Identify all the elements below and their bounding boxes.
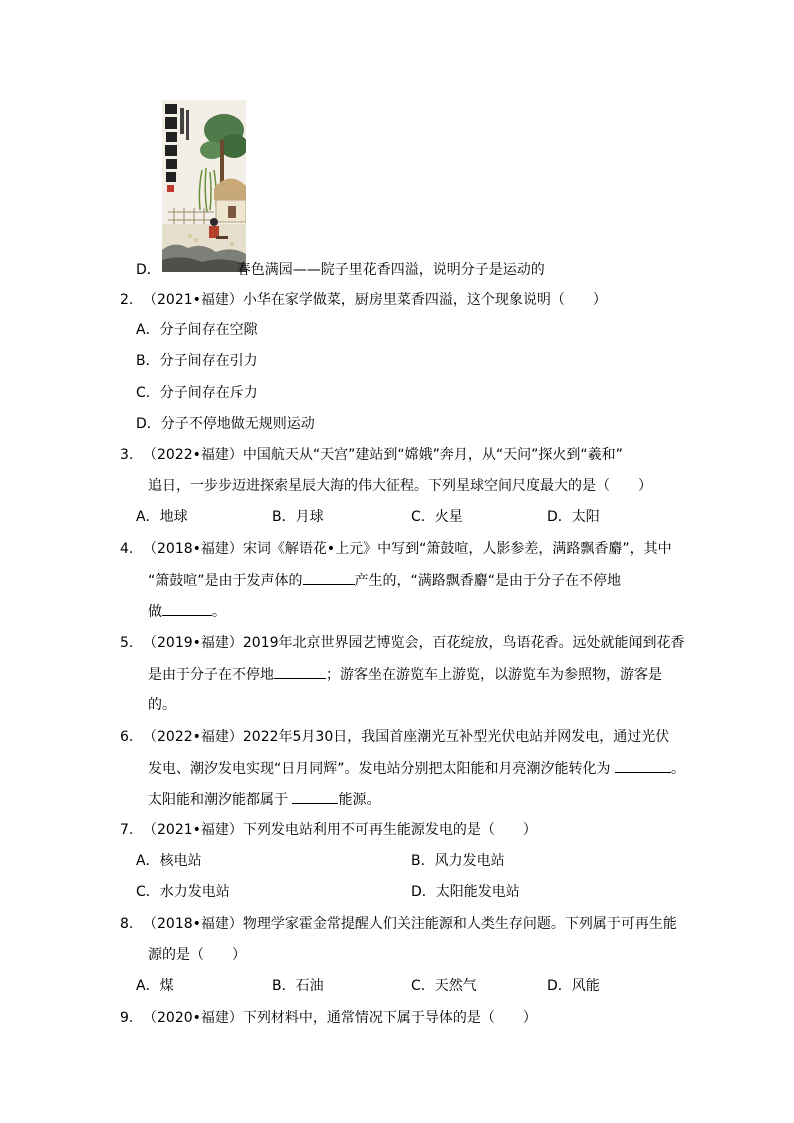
q8-option-d: D．风能 [547,978,600,994]
q6-stem-line3 [148,789,380,810]
q2-number: 2. [120,292,134,308]
q2-option-a: A．分子间存在空隙 [136,322,258,338]
q7-option-d: D．太阳能发电站 [411,884,520,900]
q8-option-a: A．煤 [136,978,174,994]
q4-stem-line2b: 产生的，“满路飘香麝“是由于分子在不停地 [354,573,622,589]
q2-option-b: B．分子间存在引力 [136,353,258,369]
q4-stem-line3 [148,601,226,622]
q3-option-a: A．地球 [136,509,188,525]
q8-stem-line1: （2018•福建）物理学家霍金常提醒人们关注能源和人类生存问题。下列属于可再生能 [143,916,677,932]
q3-option-b: B．月球 [272,509,324,525]
q1-option-d [136,260,545,280]
q6-stem-line2 [148,758,685,779]
q6-stem-line2b: 。 [670,761,685,777]
q3-stem-line1: （2022•福建）中国航天从“天宫”建站到“嫦娥”奔月，从“天问”探火到“羲和” [143,447,623,463]
q5-stem-line2b: ；游客坐在游览车上游览，以游览车为参照物，游客是 [326,667,662,683]
q8-option-b: B．石油 [272,978,324,994]
q3-option-d: D．太阳 [547,509,600,525]
q7-option-a: A．核电站 [136,853,202,869]
q6-stem-line1: （2022•福建）2022年5月30日，我国首座潮光互补型光伏电站并网发电，通过光伏 [143,729,670,745]
q2-option-d: D．分子不停地做无规则运动 [136,416,315,432]
q4-stem-line1: （2018•福建）宋词《解语花•上元》中写到“箫鼓喧，人影参差，满路飘香麝”，其中 [143,541,672,557]
q3-option-c: C．火星 [411,509,463,525]
q4-blank-1 [303,570,355,585]
q5-stem-line2a: 是由于分子在不停地 [148,667,274,683]
q6-stem-line2a: 发电、潮汐发电实现“日月同辉”。发电站分别把太阳能和月亮潮汐能转化为 [148,761,611,777]
q4-stem-line3b: 。 [212,604,226,620]
q6-blank-2 [292,789,338,804]
q7-stem: （2021•福建）下列发电站利用不可再生能源发电的是（ ） [143,822,537,838]
q8-number: 8. [120,916,134,932]
q3-number: 3. [120,447,134,463]
q5-number: 5. [120,635,134,651]
q6-stem-line3a: 太阳能和潮汐能都属于 [148,792,288,808]
q3-stem-line2: 追日，一步步迈进探索星辰大海的伟大征程。下列星球空间尺度最大的是（ ） [148,478,652,494]
q9-number: 9. [120,1010,134,1026]
q5-blank-1 [274,664,326,679]
q6-number: 6. [120,729,134,745]
q1-option-d-label: D． [136,262,161,278]
q4-number: 4. [120,541,134,557]
q8-option-c: C．天然气 [411,978,477,994]
q6-blank-1 [615,758,671,773]
q9-stem: （2020•福建）下列材料中，通常情况下属于导体的是（ ） [143,1010,537,1026]
q4-blank-2 [162,601,212,616]
q6-stem-line3b: 能源。 [338,792,381,808]
q5-stem-line2 [148,664,662,685]
q8-stem-line2: 源的是（ ） [148,947,246,963]
q7-number: 7. [120,822,134,838]
q4-stem-line2 [148,570,621,591]
q4-stem-line2a: “箫鼓喧”是由于发声体的 [148,573,303,589]
q5-stem-line3: 的。 [148,697,176,713]
q7-option-b: B．风力发电站 [411,853,505,869]
q1-option-d-text: 春色满园——院子里花香四溢，说明分子是运动的 [236,262,545,278]
q7-option-c: C．水力发电站 [136,884,230,900]
spring-garden-painting [162,100,246,272]
q5-stem-line1: （2019•福建）2019年北京世界园艺博览会，百花绽放，鸟语花香。远处就能闻到花香 [143,635,685,651]
q4-stem-line3a: 做 [148,604,162,620]
q2-option-c: C．分子间存在斥力 [136,385,258,401]
q2-stem: （2021•福建）小华在家学做菜，厨房里菜香四溢，这个现象说明（ ） [143,292,607,308]
